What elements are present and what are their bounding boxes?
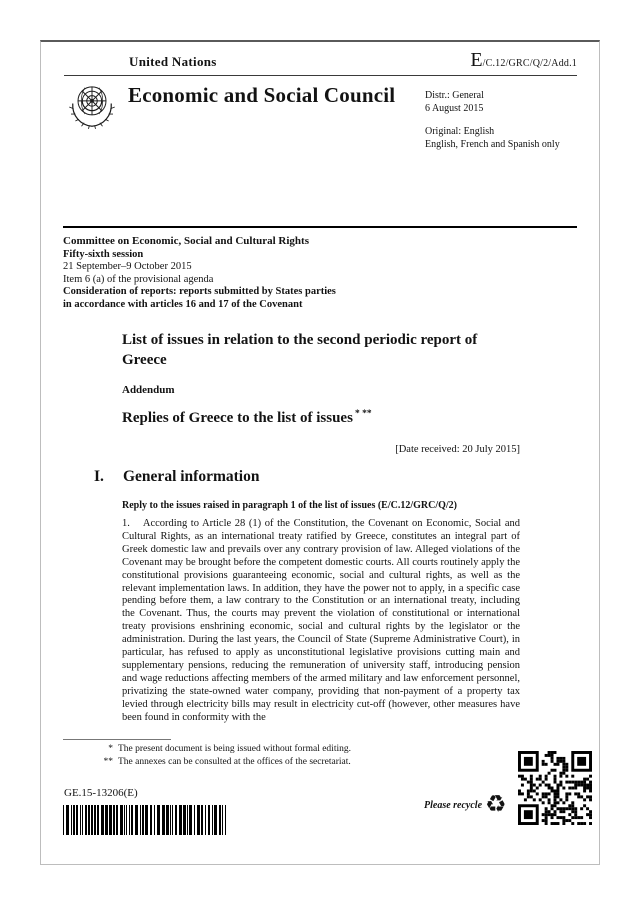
original-language: Original: English xyxy=(425,126,495,137)
footnote-1-marker: * xyxy=(108,744,113,754)
agenda-item: Item 6 (a) of the provisional agenda xyxy=(63,273,214,285)
ge-number: GE.15-13206(E) xyxy=(64,787,138,799)
paragraph-number: 1. xyxy=(122,518,130,529)
section-numeral: I. xyxy=(94,468,104,485)
document-title: List of issues in relation to the second periodic report of Greece xyxy=(122,332,478,368)
masthead-rule xyxy=(63,226,577,228)
distribution-block xyxy=(425,89,560,151)
session-dates: 21 September–9 October 2015 xyxy=(63,261,192,273)
document-subtitle xyxy=(122,409,542,427)
document-symbol xyxy=(470,49,577,72)
un-emblem-icon xyxy=(64,79,120,135)
recycle-icon: ♻ xyxy=(485,792,507,818)
document-symbol-rest: /C.12/GRC/Q/2/Add.1 xyxy=(482,58,577,69)
paragraph-text: According to Article 28 (1) of the Constitution, the Covenant on Economic, Social and Cultural Rights, as an international treaty ratified by Greece, constitutes an integral part of Greek domestic law and prevails over any contrary provision of law. Alleged violations of the Covenant may be brought before the competent domestic courts. All courts routinely apply the constitutional provisions guaranteeing economic, social and cultural rights, as well as the relevant implementation laws. In addition, they have the power not to apply, in a specific case pending before them, a law contrary to the Constitution or an international treaty, including the Covenant. Thus, the courts may prevent the violation of constitutional or international treaty provisions enshrining economic, social and cultural rights by the legislator or the administration. During the last years, the Council of State (Supreme Administrative Court), in particular, has refused to apply as unconstitutional legislative provisions cutting main and supplementary pensions, reducing the remuneration of university staff, introducing pension and wage reductions affecting members of the armed military and law enforcement personnel, privatizing the state-owned water company, providing that non-payment of a property tax levied through electricity bills may result in electricity cut-off (however, other measures have been found in conformity with the xyxy=(122,518,520,723)
section-heading-text: General information xyxy=(123,468,260,485)
document-symbol-letter: E xyxy=(470,49,483,71)
agenda-title-line1: Consideration of reports: reports submitted by States parties xyxy=(63,286,336,298)
section-heading xyxy=(94,468,259,486)
paragraph-1 xyxy=(122,518,520,725)
agenda-title-line2: in accordance with articles 16 and 17 of the Covenant xyxy=(63,298,303,310)
footnote-2 xyxy=(63,756,463,769)
reply-heading: Reply to the issues raised in paragraph 1 of the list of issues (E/C.12/GRC/Q/2) xyxy=(122,500,458,511)
barcode xyxy=(63,805,231,835)
committee-name: Committee on Economic, Social and Cultural Rights xyxy=(63,235,309,247)
recycle-notice xyxy=(424,793,507,817)
footnotes xyxy=(63,743,463,769)
footnote-1-text: The present document is being issued without formal editing. xyxy=(118,744,351,754)
footnote-1 xyxy=(63,743,463,756)
languages-line: English, French and Spanish only xyxy=(425,139,560,150)
addendum-label: Addendum xyxy=(122,384,175,396)
footnote-separator xyxy=(63,739,171,740)
session-number: Fifty-sixth session xyxy=(63,248,144,260)
footnote-2-marker: ** xyxy=(103,757,113,767)
header-rule xyxy=(64,75,577,76)
session-block xyxy=(63,235,336,312)
date-received: [Date received: 20 July 2015] xyxy=(395,444,520,455)
recycle-label: Please recycle xyxy=(424,799,483,811)
doc-date: 6 August 2015 xyxy=(425,103,484,114)
qr-code xyxy=(518,751,592,825)
council-title: Economic and Social Council xyxy=(128,83,396,107)
subtitle-text: Replies of Greece to the list of issues xyxy=(122,410,353,426)
distr-line: Distr.: General xyxy=(425,90,484,101)
org-name: United Nations xyxy=(129,54,217,69)
footnote-marks: * ** xyxy=(354,409,372,419)
footnote-2-text: The annexes can be consulted at the offices of the secretariat. xyxy=(118,757,351,767)
